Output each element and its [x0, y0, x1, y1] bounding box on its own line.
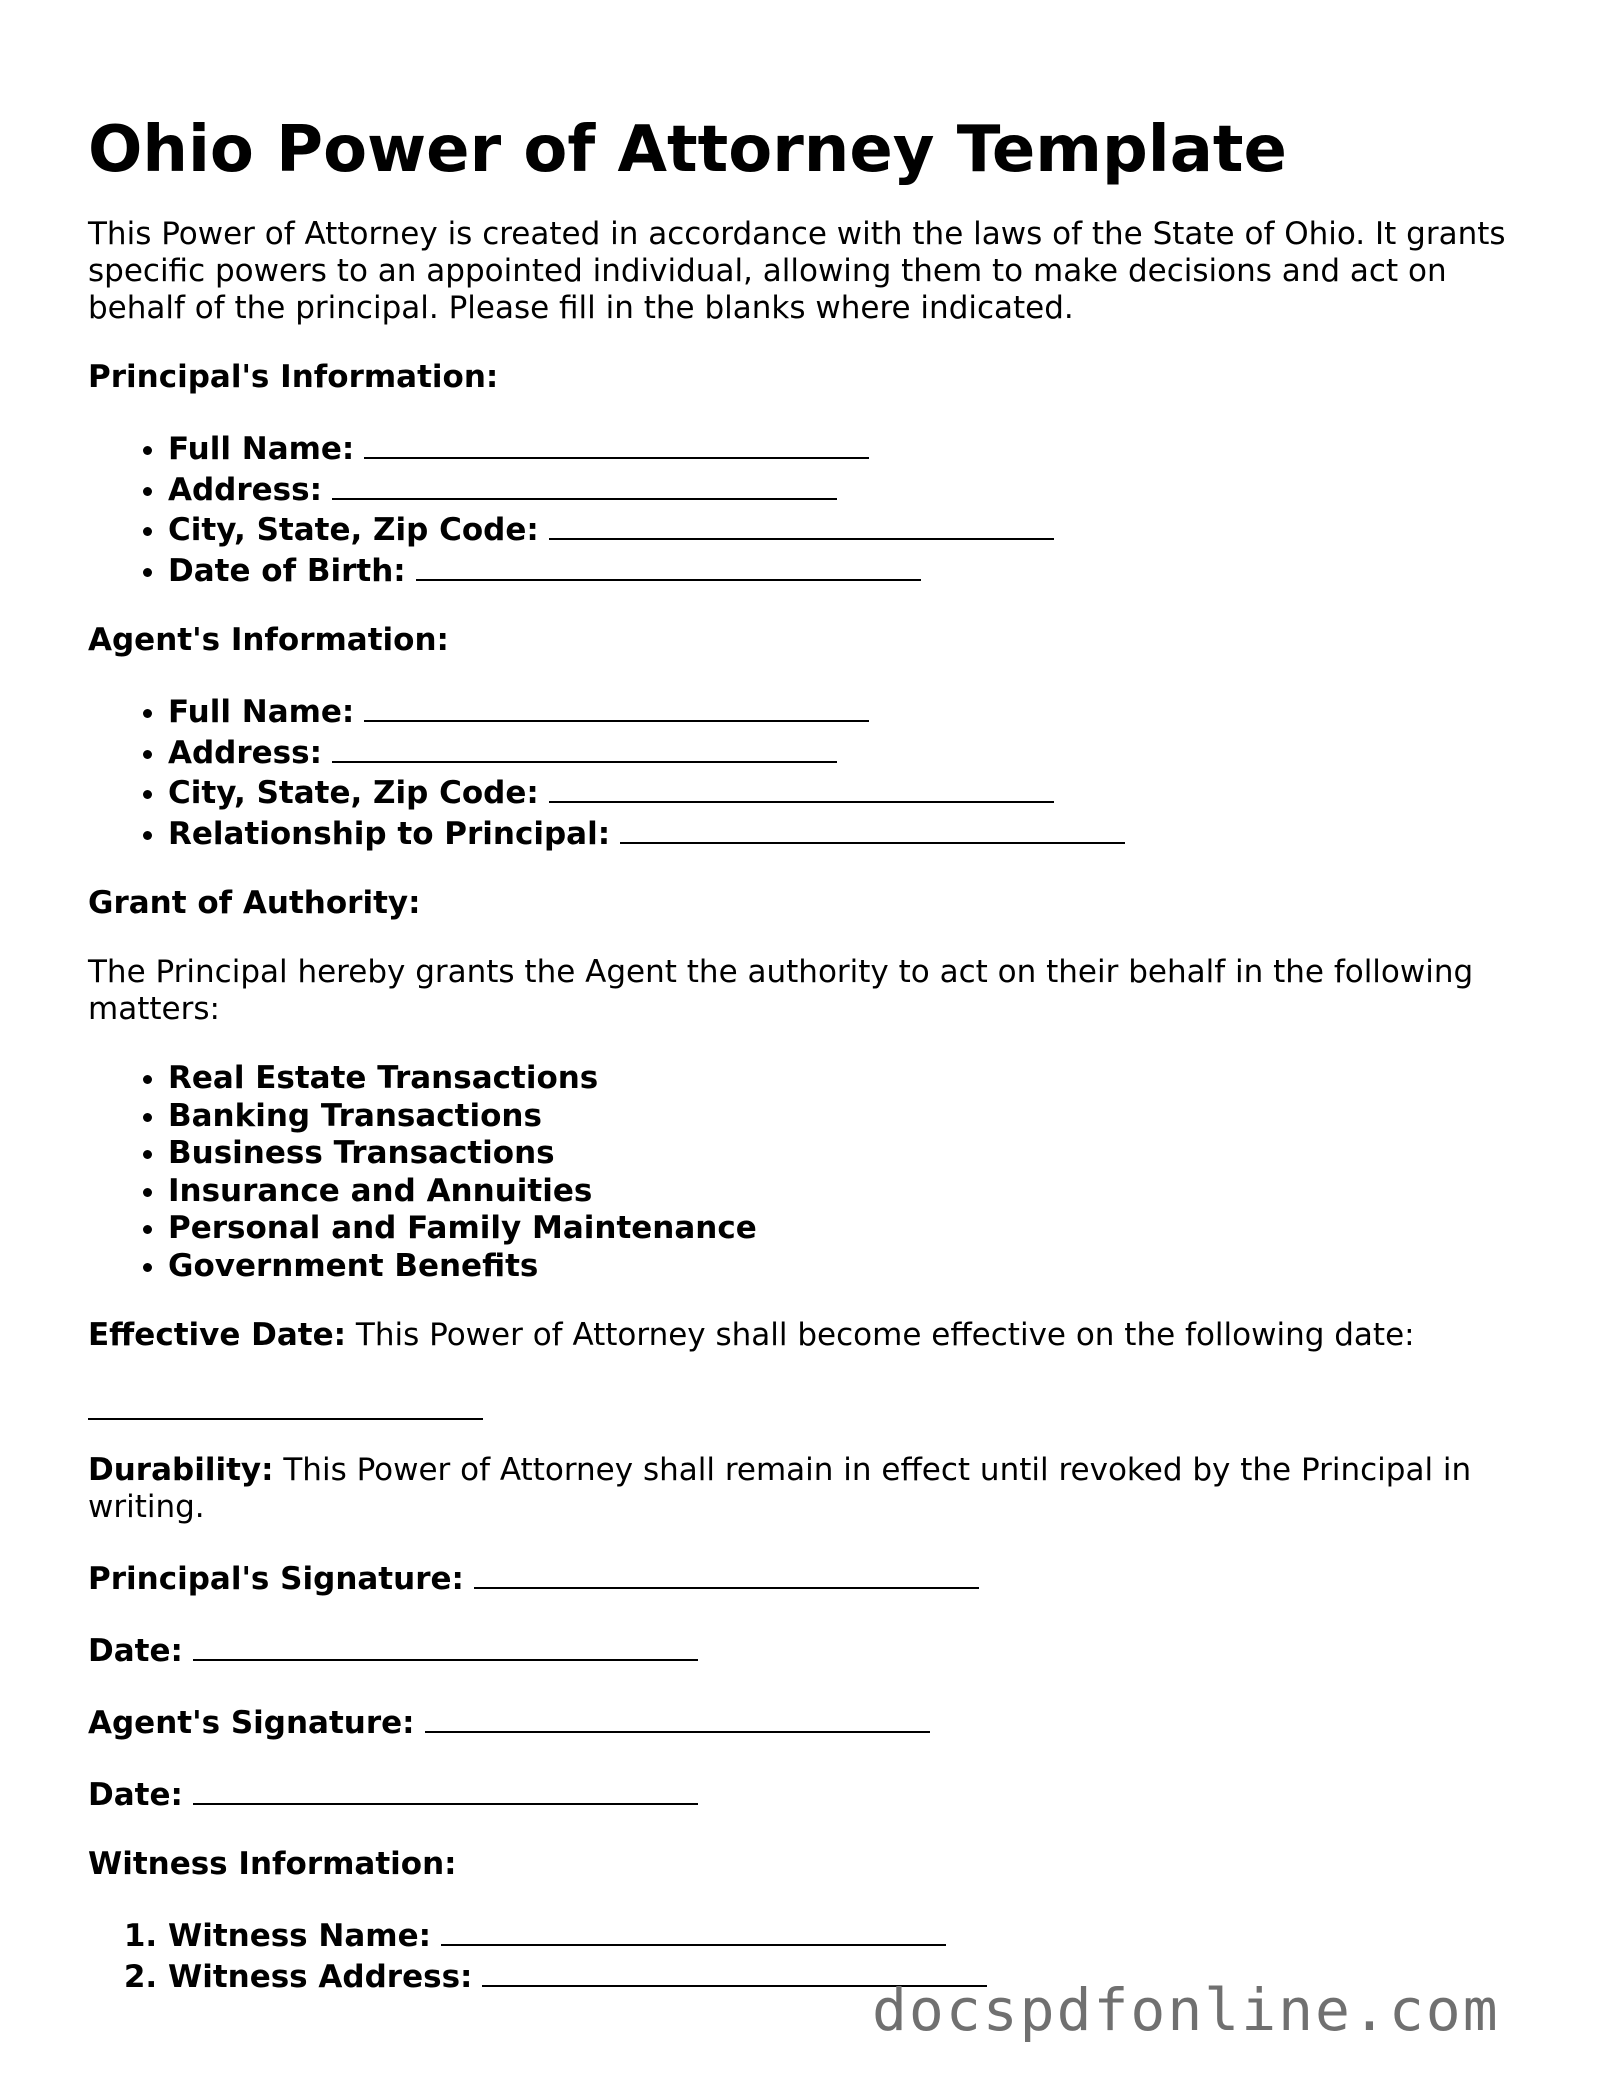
field-label: Witness Address: [168, 1958, 473, 1995]
agent-heading: Agent's Information: [88, 622, 449, 658]
document-title: Ohio Power of Attorney Template [88, 113, 1287, 187]
agent-date-line [88, 1774, 1538, 1814]
principal-full-name-blank[interactable] [364, 428, 869, 459]
document-page [88, 110, 1538, 2028]
agent-signature-label: Agent's Signature: [88, 1705, 415, 1741]
list-item [168, 1915, 1538, 1956]
list-item [168, 772, 1538, 813]
principal-city-state-zip-blank[interactable] [549, 509, 1054, 540]
principal-signature-label: Principal's Signature: [88, 1561, 464, 1597]
agent-signature-line [88, 1702, 1538, 1742]
field-label: Address: [168, 734, 322, 771]
field-label: City, State, Zip Code: [168, 512, 539, 548]
effective-date-blank[interactable] [88, 1388, 483, 1420]
agent-address-blank[interactable] [332, 732, 837, 763]
watermark: docspdfonline.com [872, 1976, 1500, 2044]
principal-date-line [88, 1630, 1538, 1670]
effective-date-text: This Power of Attorney shall become effective on the following date: [355, 1317, 1415, 1353]
principal-fields-list [88, 428, 1538, 590]
witness-name-blank[interactable] [441, 1915, 946, 1946]
field-label: Witness Name: [168, 1918, 432, 1954]
principal-dob-blank[interactable] [416, 550, 921, 581]
list-item [168, 732, 1538, 773]
list-item [168, 509, 1538, 550]
intro-paragraph: This Power of Attorney is created in accordance with the laws of the State of Ohio. It grants specific powers to an appointed individual, allowing them to make decisions and act on behalf of the principal. Please fill in the blanks where indicated. [88, 216, 1506, 326]
authority-paragraph: The Principal hereby grants the Agent the authority to act on their behalf in the following matters: [88, 954, 1474, 1027]
list-item [168, 813, 1538, 854]
list-item [168, 691, 1538, 732]
list-item: • Personal and Family Maintenance [168, 1210, 1538, 1248]
agent-date-blank[interactable] [193, 1774, 698, 1805]
list-item [168, 428, 1538, 469]
durability-label: Durability: [88, 1452, 274, 1488]
durability-paragraph [88, 1452, 1538, 1526]
durability-text: This Power of Attorney shall remain in effect until revoked by the Principal in writing. [88, 1452, 1472, 1525]
agent-signature-blank[interactable] [425, 1702, 930, 1733]
agent-full-name-blank[interactable] [364, 691, 869, 722]
principal-heading: Principal's Information: [88, 359, 499, 395]
principal-date-blank[interactable] [193, 1630, 698, 1661]
list-item: • Business Transactions [168, 1135, 1538, 1173]
list-item [168, 550, 1538, 591]
field-label: Relationship to Principal: [168, 815, 611, 852]
witness-heading: Witness Information: [88, 1846, 457, 1882]
effective-date-label: Effective Date: [88, 1317, 347, 1353]
effective-date-paragraph [88, 1317, 1538, 1354]
field-label: City, State, Zip Code: [168, 775, 539, 811]
field-label: Date of Birth: [168, 552, 406, 589]
authority-heading: Grant of Authority: [88, 885, 421, 921]
principal-date-label: Date: [88, 1633, 183, 1669]
list-item: • Banking Transactions [168, 1098, 1538, 1136]
principal-signature-blank[interactable] [474, 1558, 979, 1589]
authority-matters-list [88, 1060, 1538, 1285]
agent-city-state-zip-blank[interactable] [549, 772, 1054, 803]
field-label: Full Name: [168, 694, 355, 730]
list-item: • Real Estate Transactions [168, 1060, 1538, 1098]
field-label: Full Name: [168, 431, 355, 467]
list-item: • Insurance and Annuities [168, 1173, 1538, 1211]
list-item [168, 469, 1538, 510]
principal-signature-line [88, 1558, 1538, 1598]
list-item: • Government Benefits [168, 1248, 1538, 1286]
agent-fields-list [88, 691, 1538, 853]
agent-date-label: Date: [88, 1777, 183, 1813]
principal-address-blank[interactable] [332, 469, 837, 500]
field-label: Address: [168, 471, 322, 508]
agent-relationship-blank[interactable] [620, 813, 1125, 844]
